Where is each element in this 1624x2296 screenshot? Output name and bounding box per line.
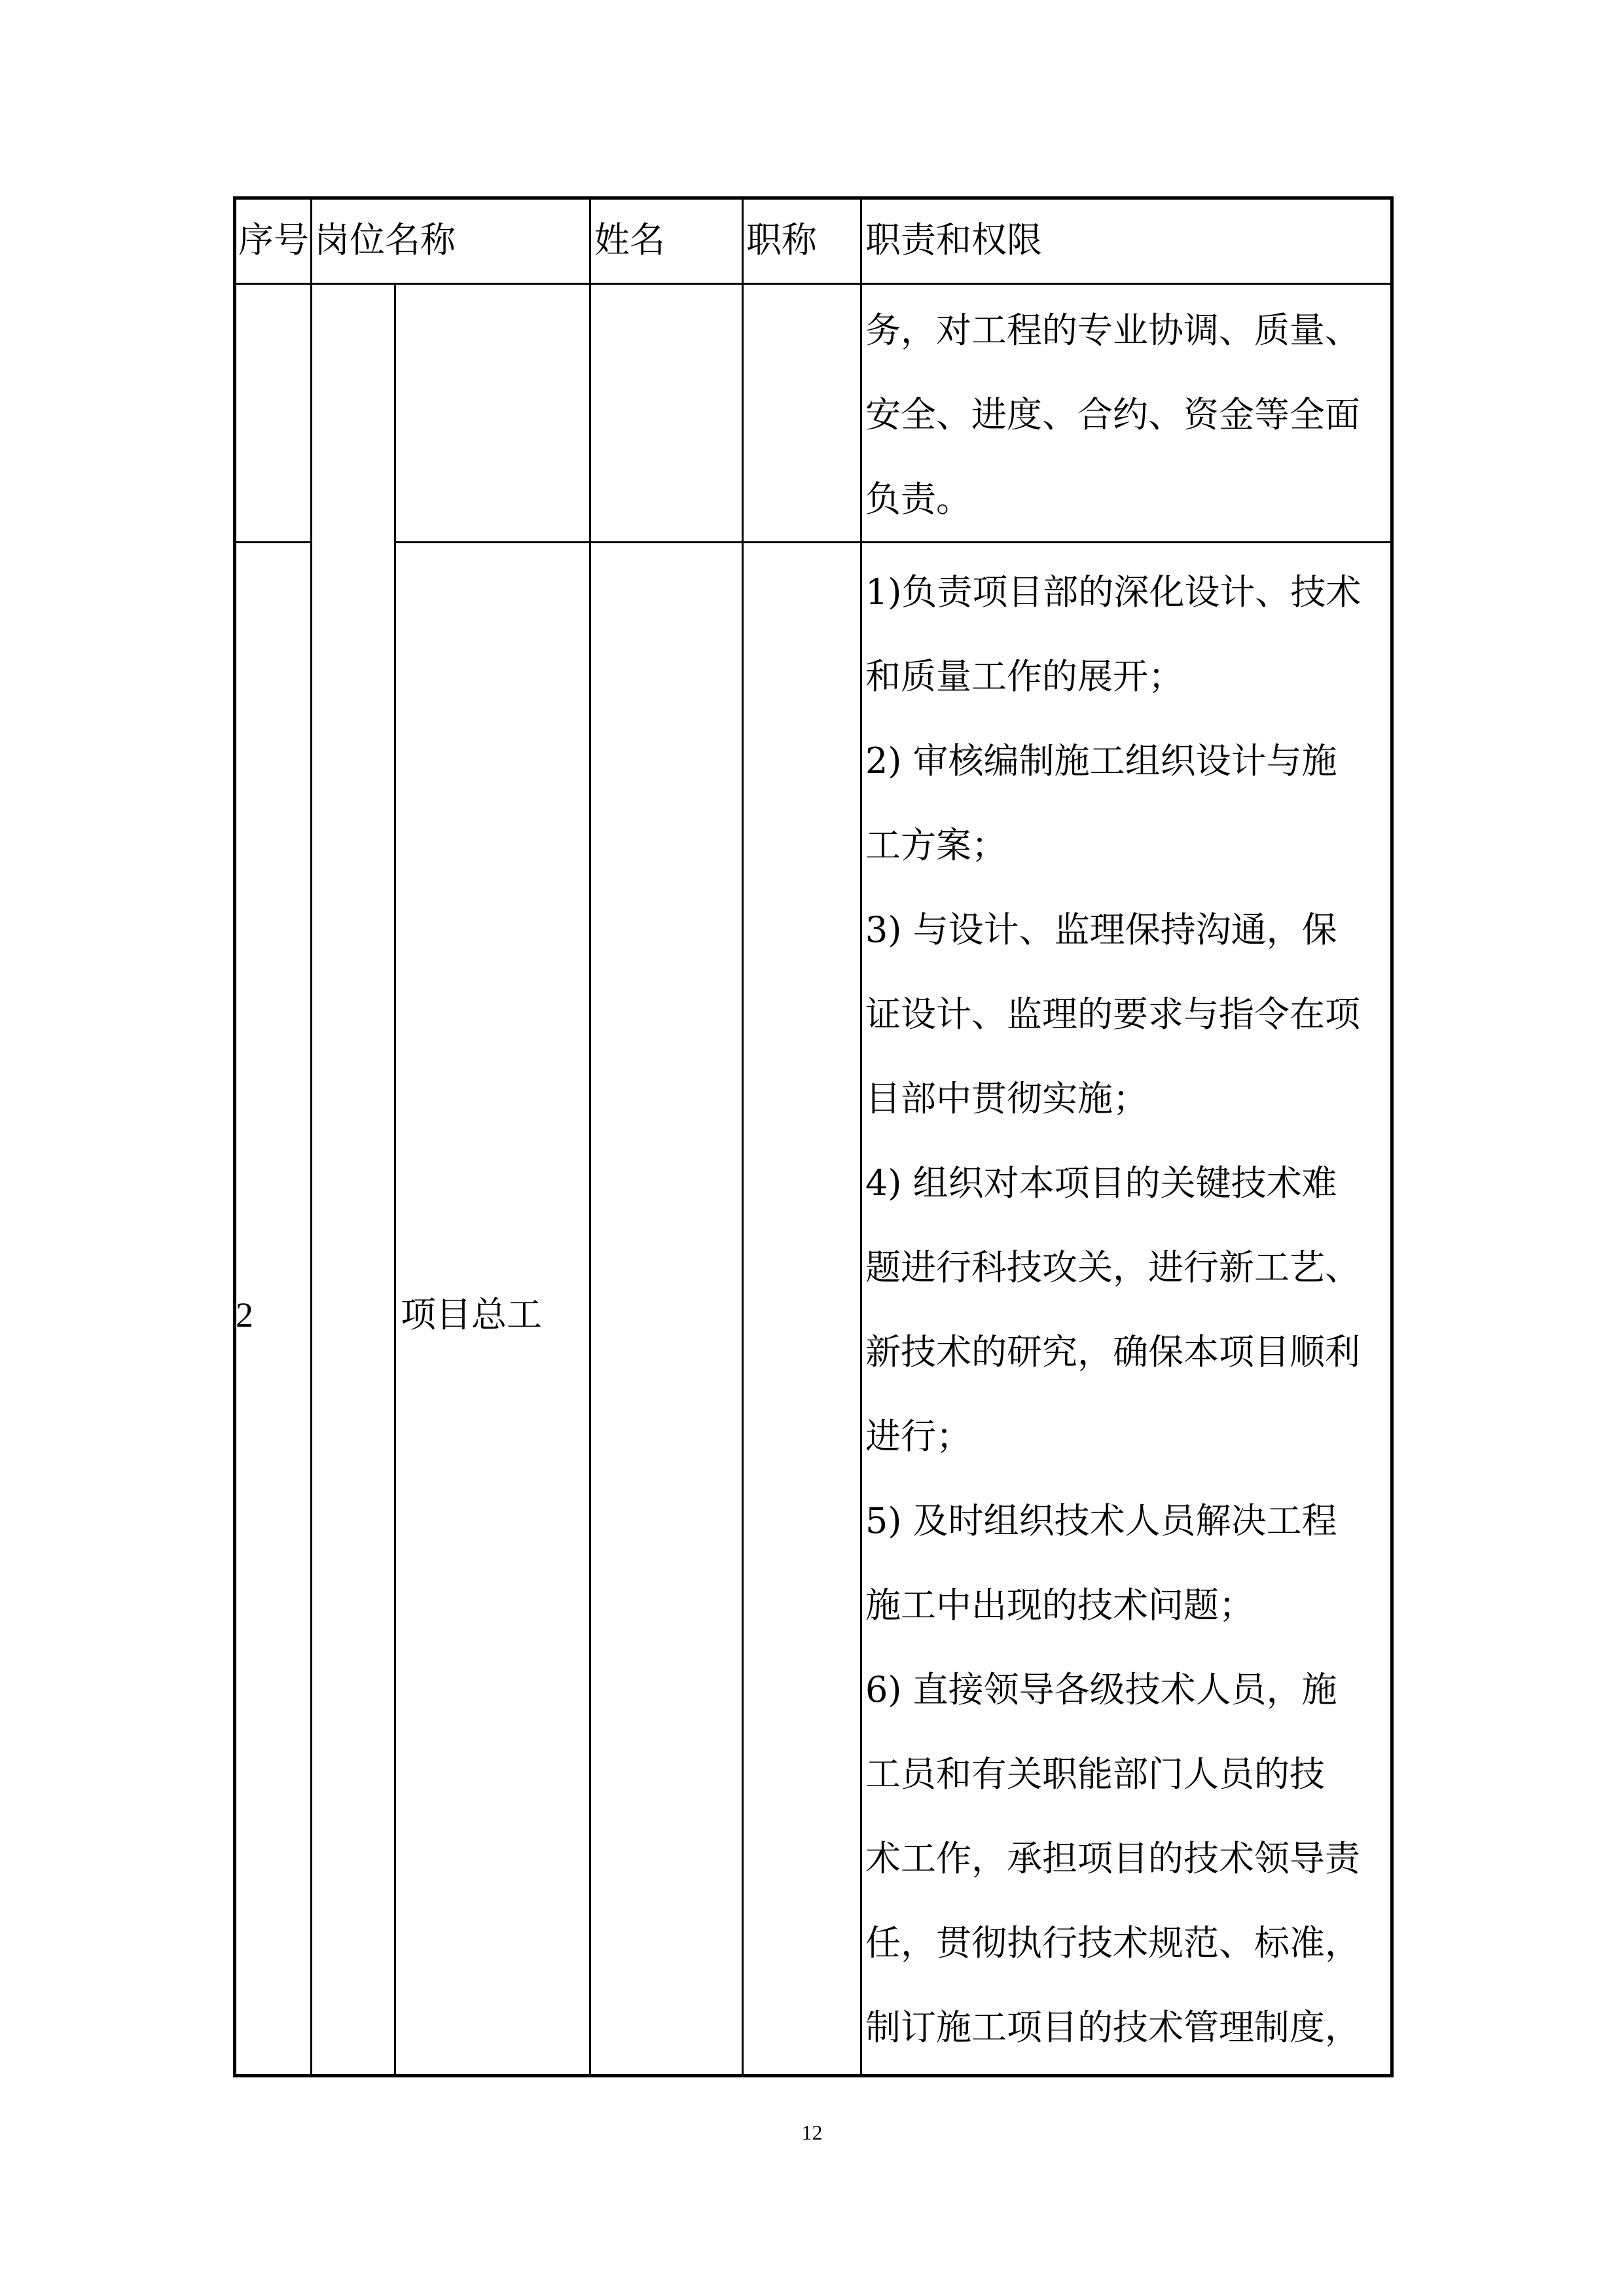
duties-line: 安全、进度、合约、资金等全面 xyxy=(865,394,1360,435)
header-position: 岗位名称 xyxy=(314,219,456,260)
row-2-position: 项目总工 xyxy=(401,1294,542,1335)
header-seq: 序号 xyxy=(238,219,309,260)
responsibility-table xyxy=(233,196,1394,2077)
duties-line: 任，贯彻执行技术规范、标准， xyxy=(865,1922,1360,1964)
duties-line: 施工中出现的技术问题； xyxy=(865,1585,1254,1626)
duties-line: 3) 与设计、监理保持沟通，保 xyxy=(865,909,1337,950)
duties-line: 6) 直接领导各级技术人员，施 xyxy=(865,1669,1337,1710)
duties-line: 2) 审核编制施工组织设计与施 xyxy=(865,740,1337,781)
duties-line: 负责。 xyxy=(865,478,971,520)
duties-line: 进行； xyxy=(865,1416,971,1457)
column-divider-position-inner xyxy=(394,284,396,2077)
duties-line: 制订施工项目的技术管理制度， xyxy=(865,2007,1360,2048)
column-divider-title xyxy=(742,196,744,2077)
header-duties: 职责和权限 xyxy=(865,219,1042,260)
row-1-duties xyxy=(865,288,1389,541)
row-2-seq: 2 xyxy=(236,1295,253,1335)
table-border-right xyxy=(1390,196,1394,2077)
column-divider-duties xyxy=(860,196,862,2077)
duties-line: 务，对工程的专业协调、质量、 xyxy=(865,310,1360,351)
header-name: 姓名 xyxy=(594,219,665,260)
duties-line: 1)负责项目部的深化设计、技术 xyxy=(865,571,1362,613)
column-divider-seq xyxy=(310,196,312,2077)
duties-line: 工方案； xyxy=(865,825,1007,866)
duties-line: 5) 及时组织技术人员解决工程 xyxy=(865,1500,1337,1541)
column-divider-name xyxy=(589,196,591,2077)
header-title: 职称 xyxy=(746,219,817,260)
row-2-duties xyxy=(865,550,1389,2070)
duties-line: 题进行科技攻关，进行新工艺、 xyxy=(865,1247,1360,1288)
row-divider-1-left xyxy=(233,541,312,543)
duties-line: 术工作，承担项目的技术领导责 xyxy=(865,1838,1360,1879)
duties-line: 和质量工作的展开； xyxy=(865,656,1183,697)
page-number: 12 xyxy=(801,2121,823,2144)
duties-line: 4) 组织对本项目的关键技术难 xyxy=(865,1162,1337,1204)
duties-line: 工员和有关职能部门人员的技 xyxy=(865,1753,1325,1795)
header-row-divider xyxy=(233,283,1394,285)
table-border-left xyxy=(233,196,236,2077)
duties-line: 新技术的研究，确保本项目顺利 xyxy=(865,1331,1360,1372)
table-border-bottom xyxy=(233,2074,1394,2077)
duties-line: 目部中贯彻实施； xyxy=(865,1078,1148,1119)
duties-line: 证设计、监理的要求与指令在项 xyxy=(865,994,1360,1035)
row-divider-1-right xyxy=(394,541,1394,543)
